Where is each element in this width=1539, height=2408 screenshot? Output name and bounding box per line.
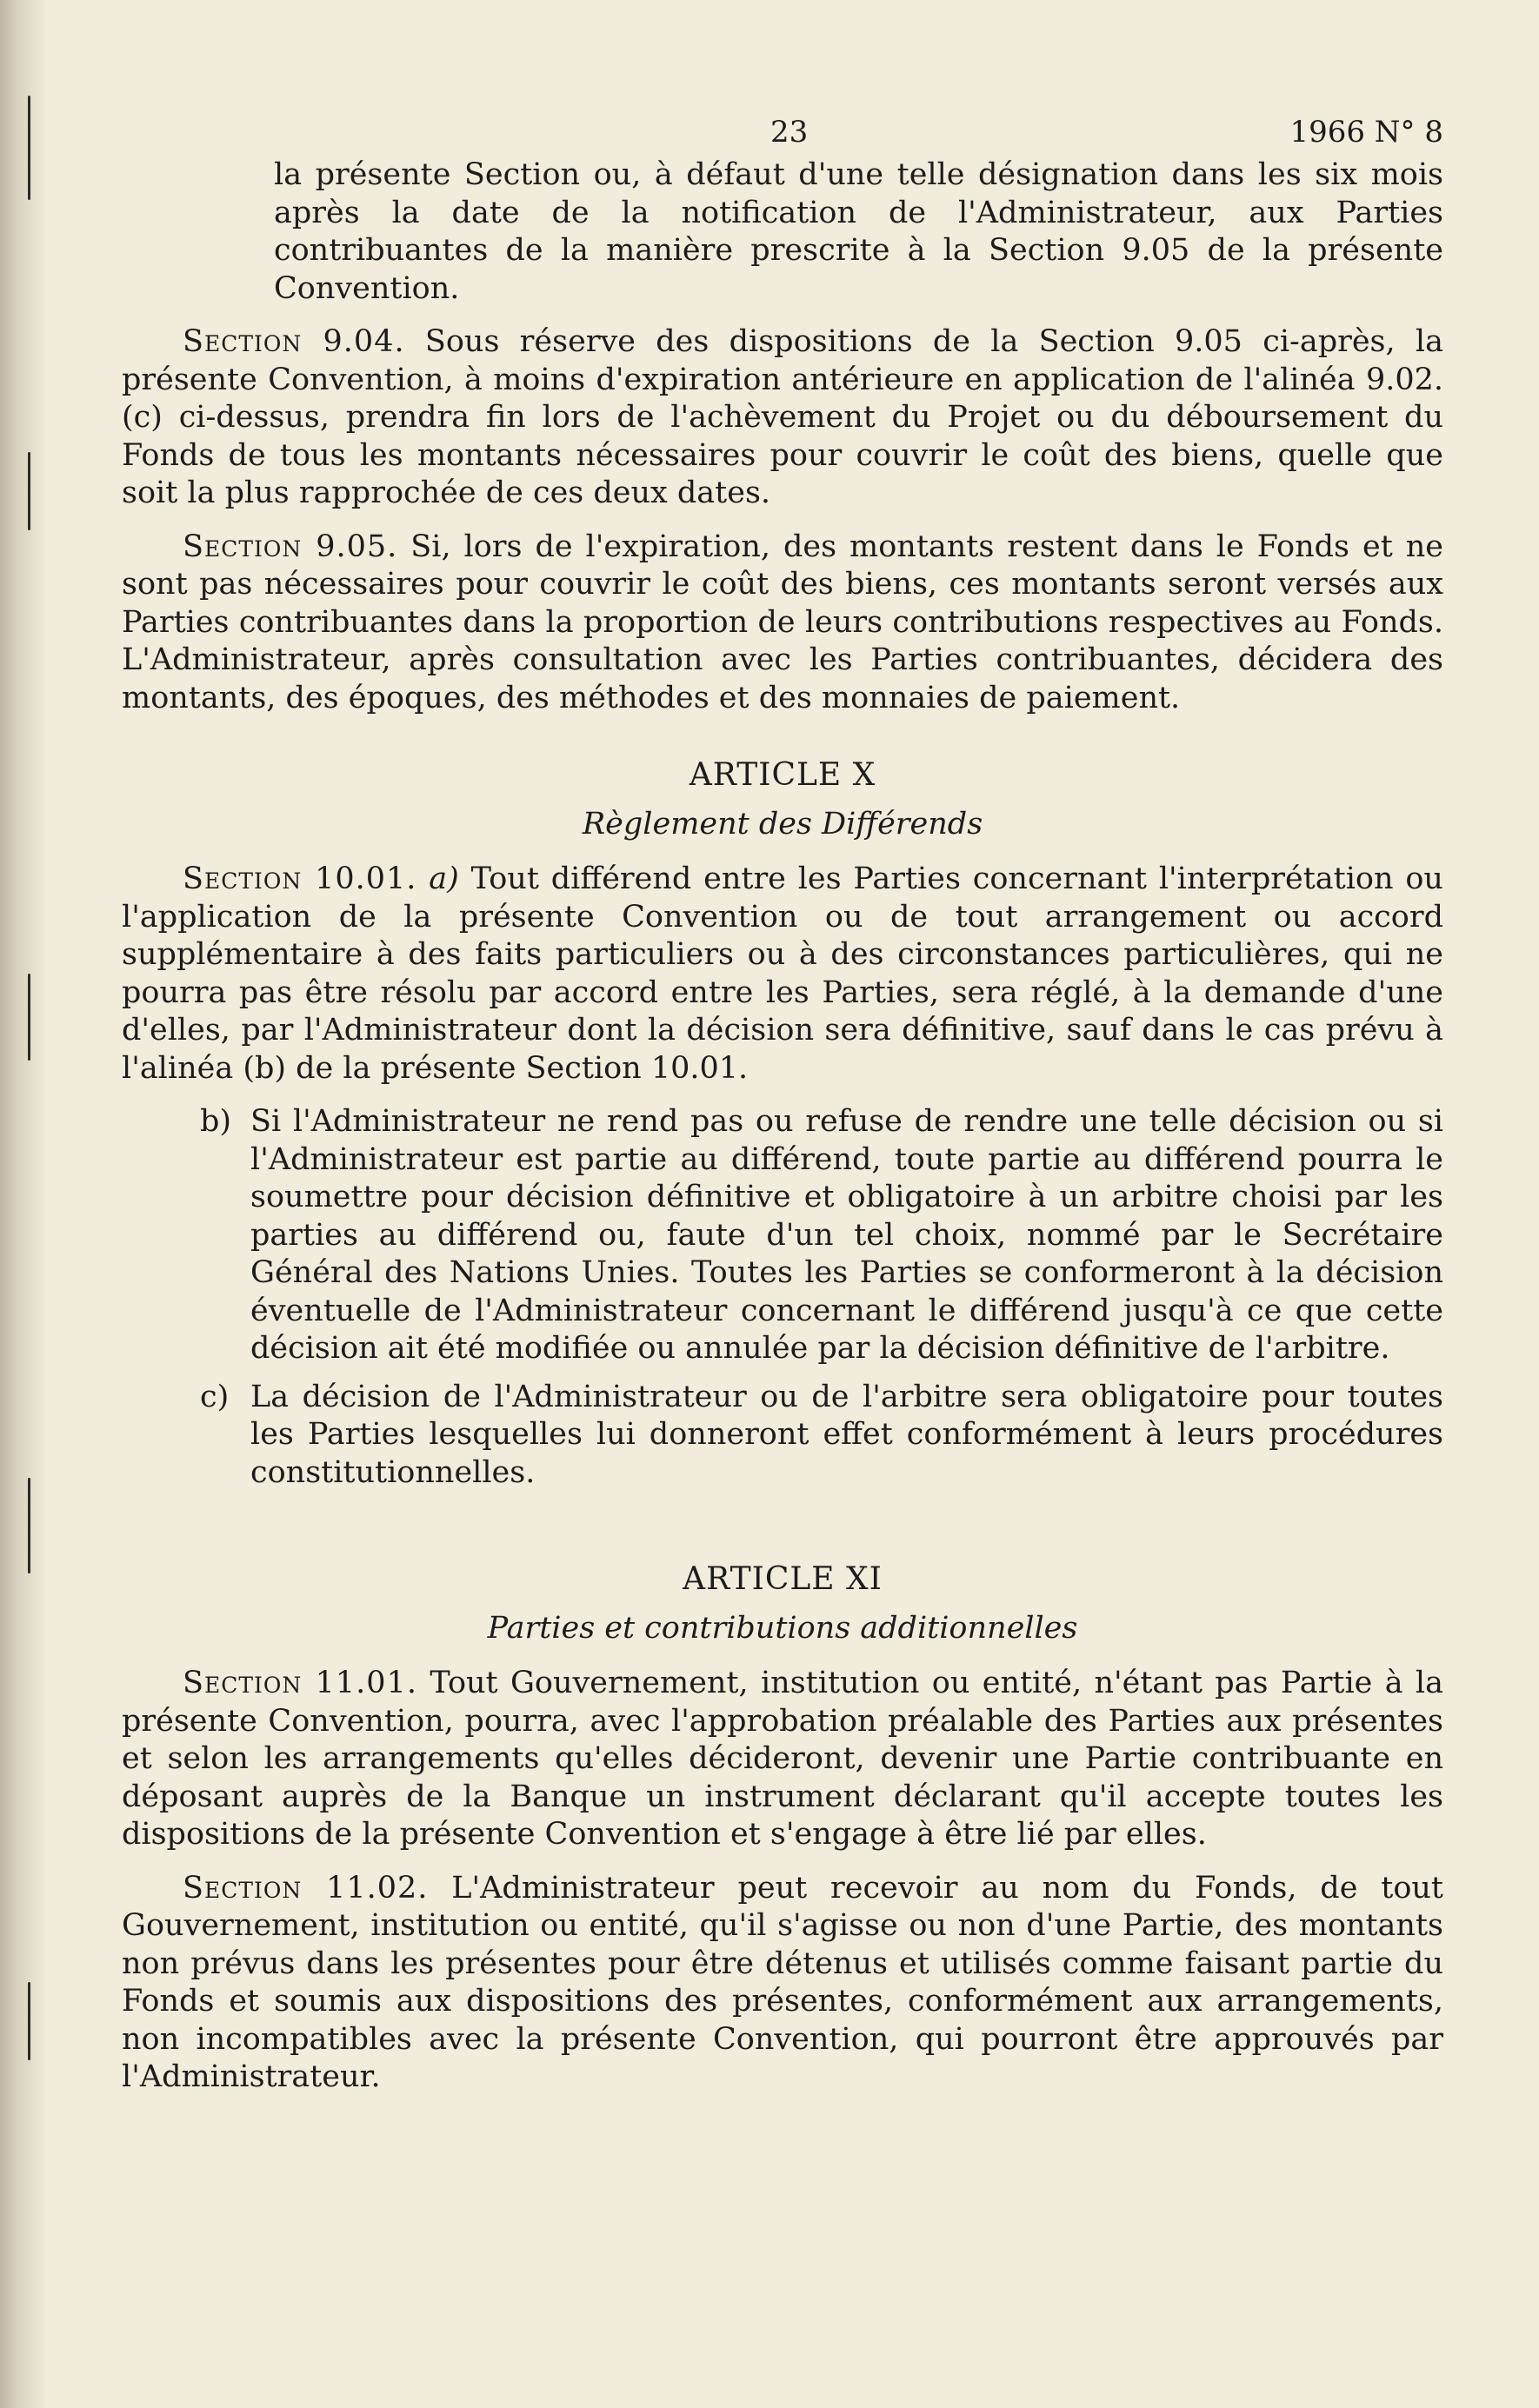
item-text: Si l'Administrateur ne rend pas ou refuse de rendre une telle décision ou si l'Administrateur est partie au différend, toute partie au différend pourra le soumettre pour décision définitive et obligatoire à un arbitre choisi par les parties au différend ou, faute d'un tel choix, nommé par le Secrétaire Général des Nations Unies. Toutes les Parties se conformeront à la décision éventuelle de l'Administrateur concernant le différend jusqu'à ce que cette décision ait été modifiée ou annulée par la décision définitive de l'arbitre. [250,1104,1443,1366]
running-header [122,104,1443,156]
gutter-mark [28,974,30,1061]
section-10-01-b [200,1103,1443,1368]
section-label: Section 11.02. [183,1870,429,1906]
section-9-05 [122,529,1443,718]
binding-shadow [0,0,45,2408]
section-text: L'Administrateur peut recevoir au nom du Fonds, de tout Gouvernement, institution ou entité, qu'il s'agisse ou non d'une Partie, des montants non prévus dans les présentes pour être détenus et utilisés comme faisant partie du Fonds et soumis aux dispositions des présentes, conformément aux arrangements, non incompatibles avec la présente Convention, qui pourront être approuvés par l'Administrateur. [122,1870,1443,2094]
paragraph-continuation: la présente Section ou, à défaut d'une telle désignation dans les six mois après la date de la notification de l'Administrateur, aux Parties contribuantes de la manière prescrite à la Section 9.05 de la présente Convention. [274,157,1443,306]
issue-reference: 1966 N° 8 [1289,115,1443,150]
section-text: Sous réserve des dispositions de la Section 9.05 ci-après, la présente Convention, à moins d'expiration antérieure en application de l'alinéa 9.02. (c) ci-dessus, prendra fin lors de l'achèvement du Projet ou du déboursement du Fonds de tous les montants nécessaires pour couvrir le coût des biens, quelle que soit la plus rapprochée de ces deux dates. [122,324,1443,510]
gutter-mark [28,452,30,530]
section-text: Tout différend entre les Parties concernant l'interprétation ou l'application de la présente Convention ou de tout arrangement ou accord supplémentaire à des faits particuliers ou à des circonstances particulières, qui ne pourra pas être résolu par accord entre les Parties, sera réglé, à la demande d'une d'elles, par l'Administrateur dont la décision sera définitive, sauf dans le cas prévu à l'alinéa (b) de la présente Section 10.01. [122,861,1443,1086]
section-label: Section 11.01. [183,1666,417,1700]
gutter-mark [28,1478,30,1573]
document-page [122,104,1443,2112]
page-number: 23 [770,115,809,150]
section-9-04 [122,323,1443,513]
article-heading: ARTICLE XI [683,1561,883,1597]
section-text: Tout Gouvernement, institution ou entité, n'étant pas Partie à la présente Convention, pourra, avec l'approbation préalable des Parties aux présentes et selon les arrangements qu'elles décideront, devenir une Partie contribuante en déposant auprès de la Banque un instrument déclarant qu'il accepte toutes les dispositions de la présente Convention et s'engage à être lié par elles. [122,1666,1443,1852]
section-11-01 [122,1665,1443,1854]
item-marker: b) [200,1104,232,1139]
gutter-mark [28,96,30,200]
section-label: Section 9.05. [183,529,398,564]
section-11-02 [122,1870,1443,2097]
section-label: Section 10.01. [183,861,417,896]
section-text: Si, lors de l'expiration, des montants restent dans le Fonds et ne sont pas nécessaires pour couvrir le coût des biens, ces montants seront versés aux Parties contribuantes dans la proportion de leurs contributions respectives au Fonds. L'Administrateur, après consultation avec les Parties contribuantes, décidera des montants, des époques, des méthodes et des monnaies de paiement. [122,529,1443,715]
item-marker: a) [429,861,459,896]
gutter-mark [28,1982,30,2060]
section-10-01-a [122,861,1443,1088]
section-10-01-c [200,1379,1443,1493]
section-label: Section 9.04. [183,324,405,359]
article-subheading: Parties et contributions additionnelles [487,1611,1078,1646]
article-subheading: Règlement des Différends [582,807,983,841]
article-heading: ARTICLE X [689,757,876,793]
item-text: La décision de l'Administrateur ou de l'arbitre sera obligatoire pour toutes les Parties lesquelles lui donneront effet conformément à leurs procédures constitutionnelles. [250,1379,1443,1490]
item-marker: c) [200,1379,230,1414]
